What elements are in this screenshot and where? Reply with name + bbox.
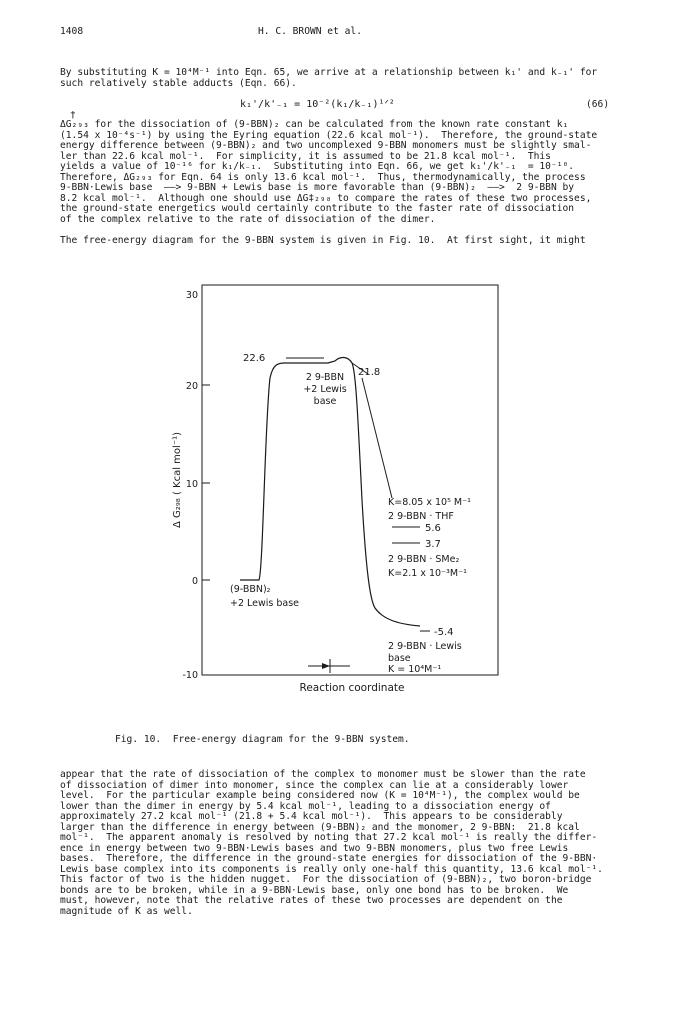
y-tick-label: 0 <box>191 576 198 587</box>
monomer-label: 2 9-BBN <box>305 372 345 383</box>
text-line: larger than the difference in energy between (9-BBN)₂ and the monomer, 2 9-BBN: 21.8 kcal <box>60 821 580 833</box>
text-line: ence in energy between two 9-BBN·Lewis bases and two 9-BBN monomers, plus two free Lewis <box>60 842 569 854</box>
level-label: 22.6 <box>243 353 266 364</box>
text-line: magnitude of K as well. <box>60 905 193 917</box>
y-tick-label: 30 <box>185 290 198 301</box>
level-label: -5.4 <box>434 627 454 638</box>
text-line: yields a value of 10⁻¹⁶ for k₁/k₋₁. Substituting into Eqn. 66, we get k₁'/k'₋₁ = 10⁻¹⁰. <box>60 161 575 172</box>
text-line: appear that the rate of dissociation of the complex to monomer must be slower than the rate <box>60 769 586 780</box>
equation-mark: † <box>70 110 76 121</box>
complex-label: 2 9-BBN · Lewis <box>388 641 462 652</box>
k-label: K=8.05 x 10⁵ M⁻¹ <box>388 497 471 508</box>
dimer-label: +2 Lewis base <box>230 598 300 609</box>
text-line: bases. Therefore, the difference in the ground-state energies for dissociation of the 9-BBN· <box>60 853 598 864</box>
text-line: lower than the dimer in energy by 5.4 kcal mol⁻¹, leading to a dissociation energy of <box>60 800 551 812</box>
plot-frame <box>202 285 498 675</box>
text-line: mol⁻¹. The apparent anomaly is resolved by noting that 27.2 kcal mol⁻¹ is really the differ- <box>60 832 598 843</box>
complex-label: base <box>388 653 411 664</box>
reaction-arrow-head <box>322 663 330 669</box>
text-line: the ground-state energetics would certainly contribute to the faster rate of dissociation <box>60 203 575 214</box>
running-title: H. C. BROWN et al. <box>258 26 362 37</box>
text-line: Lewis base complex into its components is really only one-half this quantity, 13.6 kcal mol⁻¹. <box>60 863 603 875</box>
monomer-label: base <box>313 396 337 407</box>
complex-branch-line <box>362 378 392 498</box>
text-line: ler than 22.6 kcal mol⁻¹. For simplicity, it is assumed to be 21.8 kcal mol⁻¹. This <box>60 150 551 162</box>
x-axis-label: Reaction coordinate <box>299 682 405 694</box>
text-line: Therefore, ΔG₂₉₃ for Eqn. 64 is only 13.6 kcal mol⁻¹. Thus, thermodynamically, the process <box>60 171 586 183</box>
complex-label: 2 9-BBN · THF <box>388 511 454 522</box>
level-label: 5.6 <box>425 523 441 534</box>
k-label: K = 10⁴M⁻¹ <box>388 664 442 675</box>
text-line: ΔG₂₉₃ for the dissociation of (9-BBN)₂ can be calculated from the known rate constant k₁ <box>60 119 569 130</box>
text-line: level. For the particular example being considered now (K = 10⁴M⁻¹), the complex would be <box>60 790 580 801</box>
text-line: of dissociation of dimer into monomer, since the complex can lie at a considerably lower <box>60 779 569 791</box>
text-line: of the complex relative to the rate of dissociation of the dimer. <box>60 213 436 225</box>
y-tick-label: -10 <box>182 670 198 681</box>
text-line: This factor of two is the hidden nugget. For the dissociation of (9-BBN)₂, two boron-bridge <box>60 874 592 885</box>
text-line: energy difference between (9-BBN)₂ and two uncomplexed 9-BBN monomers must be slightly smal- <box>60 140 592 151</box>
k-label: K=2.1 x 10⁻³M⁻¹ <box>388 568 467 579</box>
page-number: 1408 <box>60 26 84 37</box>
text-line: 9-BBN·Lewis base ——> 9-BBN + Lewis base is more favorable than (9-BBN)₂ ——> 2 9-BBN by <box>60 182 575 193</box>
text-line: bonds are to be broken, while in a 9-BBN·Lewis base, only one bond has to be broken. We <box>60 884 569 896</box>
equation-66: k₁'/k'₋₁ = 10⁻²(k₁/k₋₁)¹ᐟ² <box>240 99 395 110</box>
text-line: approximately 27.2 kcal mol⁻¹ (21.8 + 5.4 kcal mol⁻¹). This appears to be considerably <box>60 811 563 822</box>
text-line: must, however, note that the relative rates of these two processes are dependent on the <box>60 895 563 906</box>
dimer-label: (9-BBN)₂ <box>230 584 271 595</box>
y-axis-label: Δ G₂₉₈ ( Kcal mol⁻¹) <box>172 431 183 529</box>
monomer-label: +2 Lewis <box>303 384 347 395</box>
text-line: such relatively stable adducts (Eqn. 66). <box>60 78 297 89</box>
complex-label: 2 9-BBN · SMe₂ <box>388 554 460 565</box>
level-label: 3.7 <box>425 539 441 550</box>
paragraph-2: The free-energy diagram for the 9-BBN system is given in Fig. 10. At first sight, it might <box>60 235 586 246</box>
text-line: 8.2 kcal mol⁻¹. Although one should use ΔG‡₂₉₈ to compare the rates of these two processes, <box>60 192 592 204</box>
level-label: 21.8 <box>358 367 381 378</box>
text-line: (1.54 x 10⁻⁴s⁻¹) by using the Eyring equation (22.6 kcal mol⁻¹). Therefore, the ground-state <box>60 129 598 141</box>
equation-number: (66) <box>586 99 610 110</box>
y-tick-label: 20 <box>185 381 198 392</box>
y-tick-label: 10 <box>185 479 198 490</box>
figure-caption: Fig. 10. Free-energy diagram for the 9-BBN system. <box>115 734 410 745</box>
text-line: By substituting K = 10⁴M⁻¹ into Eqn. 65, we arrive at a relationship between k₁' and k₋₁' for <box>60 67 598 78</box>
